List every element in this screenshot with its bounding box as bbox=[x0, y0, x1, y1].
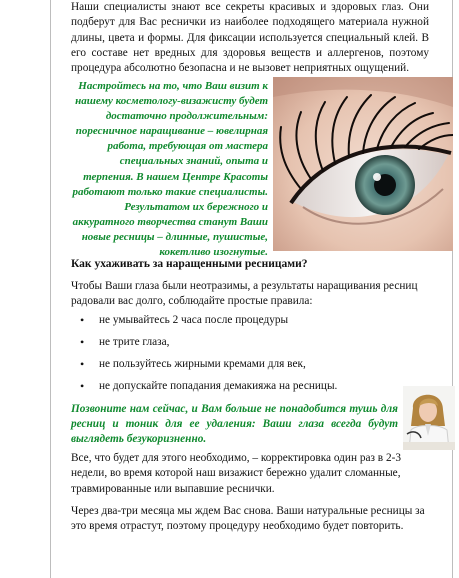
bullet-icon: • bbox=[80, 379, 85, 393]
page-margin-left-line bbox=[50, 0, 51, 578]
care-rules-list bbox=[71, 309, 429, 397]
correction-paragraph: Все, что будет для этого необходимо, – корректировка один раз в 2-3 недели, во время которой наш визажист бережно удалит сломанные, травмированные или выпавшие реснички. bbox=[71, 452, 401, 495]
list-item bbox=[71, 375, 429, 397]
document-page bbox=[71, 0, 429, 533]
care-heading: Как ухаживать за наращенными ресницами? bbox=[71, 258, 308, 270]
bullet-icon: • bbox=[80, 357, 85, 371]
bullet-icon: • bbox=[80, 313, 85, 327]
consultant-photo bbox=[403, 386, 455, 450]
list-item bbox=[71, 309, 429, 331]
rules-intro-paragraph: Чтобы Ваши глаза были неотразимы, а результаты наращивания ресниц радовали вас долго, соблюдайте простые правила: bbox=[71, 280, 418, 308]
list-item-text: не допускайте попадания демакияжа на ресницы. bbox=[99, 380, 338, 392]
list-item-text: не пользуйтесь жирными кремами для век, bbox=[99, 358, 306, 370]
eye-closeup-image bbox=[273, 77, 453, 251]
list-item-text: не умывайтесь 2 часа после процедуры bbox=[99, 314, 289, 326]
intro-paragraph: Наши специалисты знают все секреты красивых и здоровых глаз. Они подберут для Вас реснички из наиболее подходящего материала нужной длины, цвета и формы. Для фиксации используется специальный клей. В его составе нет вредных для здоровья веществ и аллергенов, поэтому процедура абсолютно безопасна и не вызовет неприятных ощущений. bbox=[71, 1, 429, 75]
list-item-text: не трите глаза, bbox=[99, 336, 170, 348]
call-to-action: Позвоните нам сейчас, и Вам больше не понадобится тушь для ресниц и тоник для ее удаления: Ваши глаза всегда будут выглядеть безукоризненно. bbox=[71, 403, 398, 446]
bullet-icon: • bbox=[80, 335, 85, 349]
pull-quote: Настройтесь на то, что Ваш визит к нашему косметологу-визажисту будет достаточно продолжительным: поресничное наращивание – ювелирная работа, требующая от мастера специальных знаний, опыта и терпения. В нашем Центре Красоты работают только такие специалисты. Результатом их бережного и аккуратного творчества станут Ваши новые ресницы – длинные, пушистые, кокетливо изогнутые. bbox=[72, 80, 268, 259]
quote-with-image bbox=[71, 77, 453, 259]
list-item bbox=[71, 331, 429, 353]
list-item bbox=[71, 353, 429, 375]
closing-paragraph: Через два-три месяца мы ждем Вас снова. Ваши натуральные ресницы за это время отрастут, поэтому процедуру необходимо будет повторить. bbox=[71, 505, 425, 533]
